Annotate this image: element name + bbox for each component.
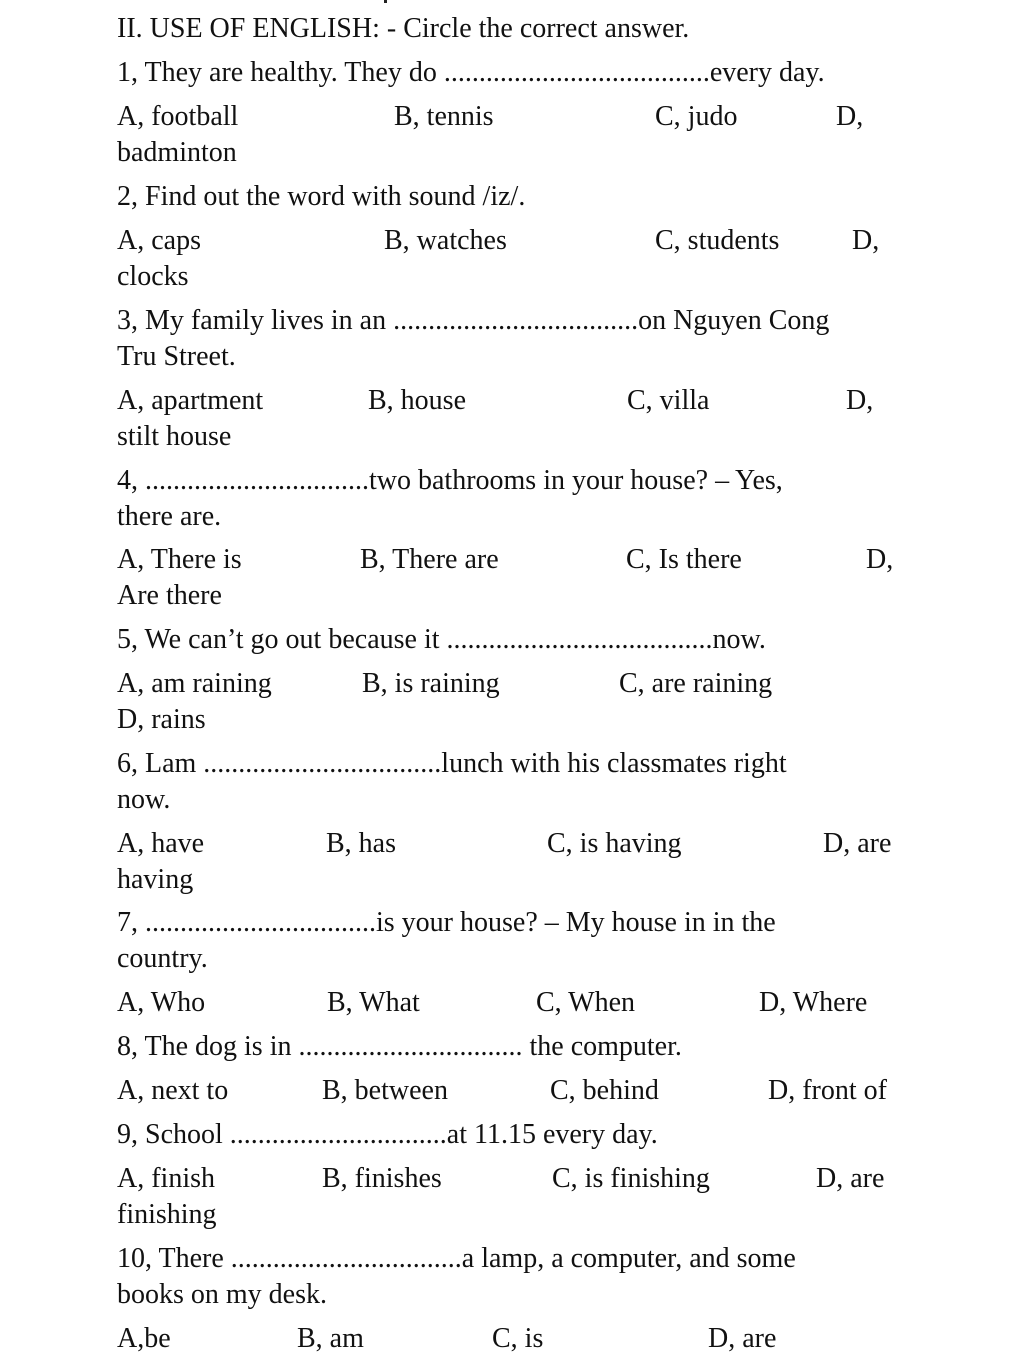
q2-option-c[interactable]: C, students [655, 225, 780, 256]
q4-option-b[interactable]: B, There are [360, 544, 499, 575]
q6-option-a[interactable]: A, have [117, 828, 205, 859]
question-4-stem-line-1: 4, ................................two bathrooms in your house? – Yes, [117, 465, 783, 496]
q1-option-d-wrap[interactable]: badminton [117, 137, 237, 168]
q8-option-b[interactable]: B, between [322, 1075, 448, 1106]
q2-option-b[interactable]: B, watches [384, 225, 507, 256]
q5-option-a[interactable]: A, am raining [117, 668, 272, 699]
q5-option-b[interactable]: B, is raining [362, 668, 500, 699]
q1-option-d[interactable]: D, [836, 101, 864, 132]
q5-option-d[interactable]: D, rains [117, 704, 206, 735]
q5-option-c[interactable]: C, are raining [619, 668, 773, 699]
question-10-stem-line-1: 10, There .................................a lamp, a computer, and some [117, 1243, 796, 1274]
question-6-stem-line-1: 6, Lam ..................................lunch with his classmates right [117, 748, 787, 779]
q7-option-b[interactable]: B, What [327, 987, 420, 1018]
question-4-stem-line-2: there are. [117, 501, 222, 532]
q1-option-a[interactable]: A, football [117, 101, 239, 132]
q9-option-b[interactable]: B, finishes [322, 1163, 442, 1194]
question-9-stem: 9, School ...............................at 11.15 every day. [117, 1119, 658, 1150]
q9-option-d[interactable]: D, are [816, 1163, 885, 1194]
q8-option-c[interactable]: C, behind [550, 1075, 659, 1106]
q3-option-b[interactable]: B, house [368, 385, 466, 416]
q9-option-c[interactable]: C, is finishing [552, 1163, 710, 1194]
q8-option-d[interactable]: D, front of [768, 1075, 887, 1106]
question-3-stem-line-1: 3, My family lives in an ...................................on Nguyen Cong [117, 305, 830, 336]
question-7-stem-line-2: country. [117, 943, 208, 974]
q3-option-d[interactable]: D, [846, 385, 874, 416]
q10-option-c[interactable]: C, is [492, 1323, 544, 1354]
question-2-stem: 2, Find out the word with sound /iz/. [117, 181, 526, 212]
q7-option-d[interactable]: D, Where [759, 987, 868, 1018]
q6-option-c[interactable]: C, is having [547, 828, 682, 859]
q3-option-d-wrap[interactable]: stilt house [117, 421, 232, 452]
question-1-stem: 1, They are healthy. They do ......................................every day. [117, 57, 825, 88]
q3-option-a[interactable]: A, apartment [117, 385, 264, 416]
q4-option-d[interactable]: D, [866, 544, 894, 575]
question-6-stem-line-2: now. [117, 784, 171, 815]
q7-option-c[interactable]: C, When [536, 987, 636, 1018]
q4-option-a[interactable]: A, There is [117, 544, 242, 575]
q10-option-b[interactable]: B, am [297, 1323, 364, 1354]
question-7-stem-line-1: 7, .................................is your house? – My house in in the [117, 907, 776, 938]
q8-option-a[interactable]: A, next to [117, 1075, 229, 1106]
q2-option-d-wrap[interactable]: clocks [117, 261, 189, 292]
question-3-stem-line-2: Tru Street. [117, 341, 236, 372]
question-5-stem: 5, We can’t go out because it ......................................now. [117, 624, 766, 655]
q6-option-d[interactable]: D, are [823, 828, 892, 859]
q2-option-d[interactable]: D, [852, 225, 880, 256]
q10-option-d[interactable]: D, are [708, 1323, 777, 1354]
question-8-stem: 8, The dog is in ................................ the computer. [117, 1031, 682, 1062]
q1-option-c[interactable]: C, judo [655, 101, 738, 132]
q4-option-c[interactable]: C, Is there [626, 544, 742, 575]
q3-option-c[interactable]: C, villa [627, 385, 710, 416]
q4-option-d-wrap[interactable]: Are there [117, 580, 222, 611]
question-10-stem-line-2: books on my desk. [117, 1279, 327, 1310]
q6-option-b[interactable]: B, has [326, 828, 396, 859]
q9-option-a[interactable]: A, finish [117, 1163, 215, 1194]
q7-option-a[interactable]: A, Who [117, 987, 206, 1018]
q6-option-d-wrap[interactable]: having [117, 864, 194, 895]
q2-option-a[interactable]: A, caps [117, 225, 201, 256]
q1-option-b[interactable]: B, tennis [394, 101, 494, 132]
q10-option-a[interactable]: A,be [117, 1323, 171, 1354]
q9-option-d-wrap[interactable]: finishing [117, 1199, 217, 1230]
section-heading: II. USE OF ENGLISH: - Circle the correct answer. [117, 13, 690, 44]
scan-speck [384, 0, 387, 3]
